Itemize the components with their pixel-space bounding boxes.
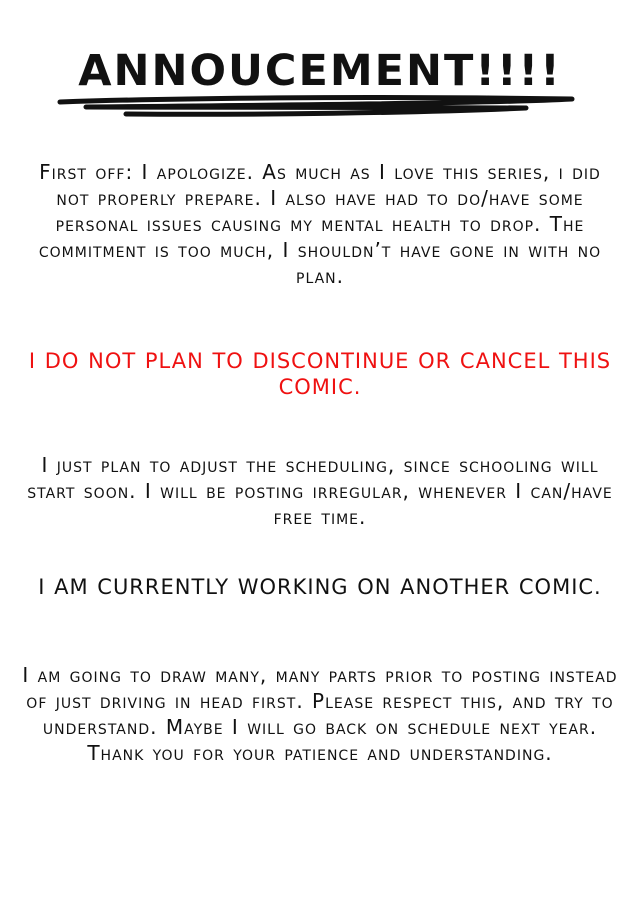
schedule-adjustment-paragraph: I just plan to adjust the scheduling, since schooling will start soon. I will be posting irregular, whenever I can/have free time. — [27, 453, 613, 529]
page-title: ANNOUCEMENT!!!! — [78, 46, 562, 96]
not-discontinuing-notice: I DO NOT PLAN TO DISCONTINUE OR CANCEL THIS COMIC. — [28, 349, 612, 399]
another-comic-notice: I AM CURRENTLY WORKING ON ANOTHER COMIC. — [38, 575, 602, 599]
title-underline-brushstroke — [56, 94, 576, 118]
closing-paragraph: I am going to draw many, many parts prior to posting instead of just driving in head first. Please respect this, and try to understand. Maybe I will go back on schedule next year. Thank you for your patience and understanding. — [22, 663, 618, 765]
apology-paragraph: First off: I apologize. As much as I love this series, i did not properly prepare. I also have had to do/have some personal issues causing my mental health to drop. The commitment is too much, I shouldn’t have gone in with no plan. — [38, 160, 602, 288]
